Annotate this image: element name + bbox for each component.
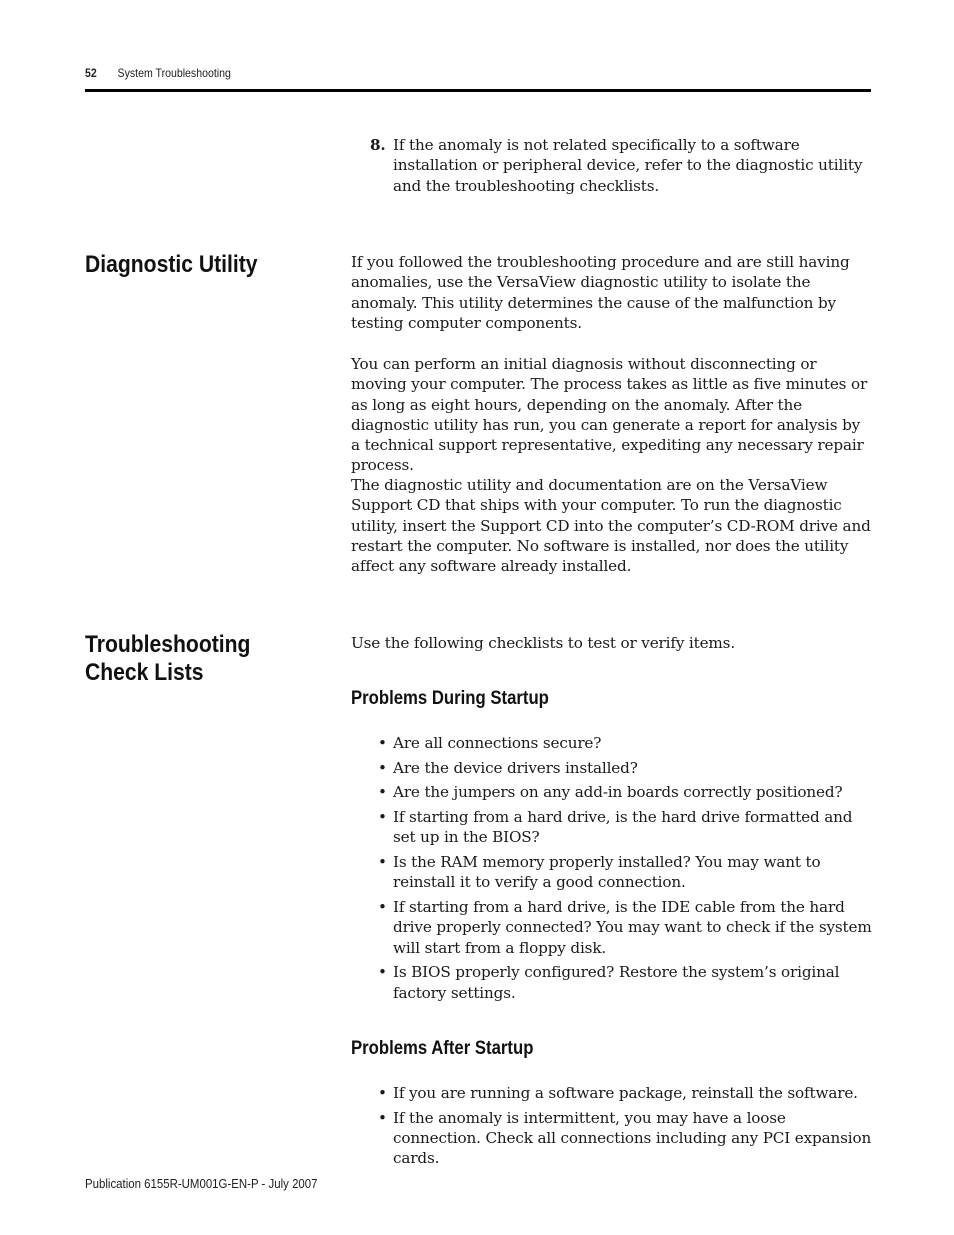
bullet: • [378, 808, 387, 827]
bullet: • [378, 1084, 387, 1102]
bullet: • [378, 734, 387, 752]
step-number: 8. [370, 136, 386, 154]
step-text: If the anomaly is not related specifically to a software installation or peripheral device, refer to the diagnostic utility and the troubleshooting checklists. [393, 136, 863, 195]
after-startup-heading: Problems After Startup [351, 1038, 534, 1059]
list-item [378, 733, 873, 753]
list-item [378, 897, 873, 958]
list-item [378, 758, 873, 778]
list-item [378, 962, 873, 1003]
list-item [378, 1083, 873, 1103]
bullet: • [378, 853, 387, 872]
list-item [378, 1108, 873, 1169]
list-item-text: If starting from a hard drive, is the hard drive formatted and set up in the BIOS? [393, 808, 853, 847]
diagnostic-paragraph-1: If you followed the troubleshooting procedure and are still having anomalies, use the VersaView diagnostic utility to isolate the anomaly. This utility determines the cause of the malfunction by testing computer components. [351, 253, 850, 332]
after-startup-list [378, 1083, 873, 1173]
bullet: • [378, 758, 387, 777]
diagnostic-utility-heading: Diagnostic Utility [85, 251, 258, 278]
list-item-text: Are the jumpers on any add-in boards correctly positioned? [393, 783, 843, 802]
list-item-text: Are all connections secure? [393, 734, 602, 752]
during-startup-list [378, 733, 873, 1007]
checklists-heading: Troubleshooting Check Lists [85, 631, 251, 686]
bullet: • [378, 1108, 387, 1127]
bullet: • [378, 963, 387, 982]
bullet: • [378, 783, 387, 802]
header-rule [85, 89, 871, 92]
list-item [378, 807, 873, 848]
page-number: 52 [85, 66, 97, 80]
list-item [378, 852, 873, 893]
list-item-text: If you are running a software package, reinstall the software. [393, 1084, 858, 1102]
during-startup-heading: Problems During Startup [351, 688, 549, 709]
publication-footer: Publication 6155R-UM001G-EN-P - July 2007 [85, 1176, 318, 1191]
running-header [85, 66, 231, 80]
section-title: System Troubleshooting [117, 66, 231, 80]
step-8 [370, 135, 870, 196]
list-item [378, 782, 873, 802]
list-item-text: Are the device drivers installed? [393, 758, 638, 777]
diagnostic-paragraph-3: The diagnostic utility and documentation are on the VersaView Support CD that ships with your computer. To run the diagnostic utility, insert the Support CD into the computer’s CD-ROM drive and restart the computer. No software is installed, nor does the utility affect any software already installed. [351, 476, 871, 576]
list-item-text: If the anomaly is intermittent, you may have a loose connection. Check all connections including any PCI expansion cards. [393, 1108, 872, 1168]
list-item-text: Is BIOS properly configured? Restore the system’s original factory settings. [393, 963, 840, 1002]
checklists-intro: Use the following checklists to test or verify items. [351, 634, 735, 652]
list-item-text: If starting from a hard drive, is the IDE cable from the hard drive properly connected? You may want to check if the system will start from a floppy disk. [393, 898, 872, 957]
list-item-text: Is the RAM memory properly installed? You may want to reinstall it to verify a good connection. [393, 853, 821, 892]
bullet: • [378, 898, 387, 917]
diagnostic-paragraph-2: You can perform an initial diagnosis without disconnecting or moving your computer. The process takes as little as five minutes or as long as eight hours, depending on the anomaly. After the diagnostic utility has run, you can generate a report for analysis by a technical support representative, expediting any necessary repair process. [351, 355, 868, 475]
